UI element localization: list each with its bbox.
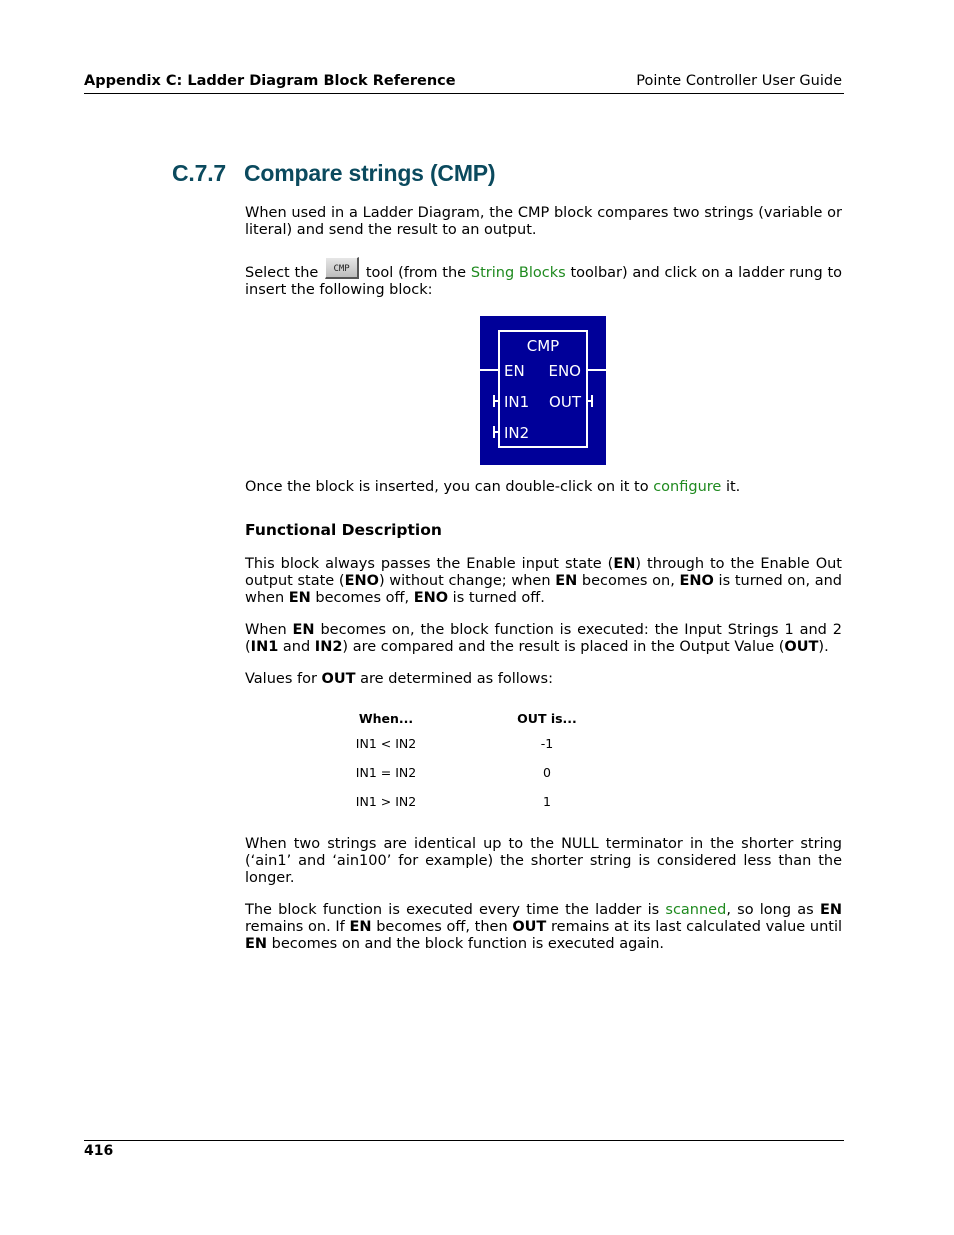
bold-term: EN xyxy=(555,573,578,589)
text: becomes off, xyxy=(310,590,414,606)
scan-paragraph xyxy=(245,902,842,953)
text: and xyxy=(278,639,315,655)
section-title-text: Compare strings (CMP) xyxy=(244,160,496,186)
text: are determined as follows: xyxy=(355,671,553,687)
block-out-label: OUT xyxy=(549,393,581,411)
cmp-tool-button[interactable] xyxy=(325,257,359,279)
text: is turned on, and when xyxy=(245,573,843,606)
bold-term: EN xyxy=(819,902,842,918)
bold-term: ENO xyxy=(344,573,379,589)
text: remains at its last calculated value until xyxy=(546,919,843,935)
select-mid: tool (from the xyxy=(365,265,467,281)
table-cell-condition: IN1 > IN2 xyxy=(355,794,417,809)
table-cell-value: 1 xyxy=(543,794,551,809)
table-header-row xyxy=(340,708,582,729)
table-spacer xyxy=(432,729,512,758)
table-cell-value: -1 xyxy=(540,736,554,751)
block-title: CMP xyxy=(526,337,560,355)
bold-term: ENO xyxy=(413,590,449,606)
table-row xyxy=(340,729,582,758)
text: is turned off. xyxy=(448,590,545,606)
table-spacer xyxy=(432,758,512,787)
text: ) through to the Enable Out output state ( xyxy=(245,556,842,589)
bold-term: EN xyxy=(613,556,636,572)
select-tool-paragraph xyxy=(245,257,842,299)
table-spacer xyxy=(432,708,512,729)
execution-paragraph xyxy=(245,622,842,656)
text: becomes off, then xyxy=(371,919,513,935)
configure-paragraph xyxy=(245,479,842,496)
values-for-paragraph xyxy=(245,671,842,688)
configure-post: it. xyxy=(725,479,741,495)
header-rule xyxy=(84,93,844,94)
table-cell-condition: IN1 = IN2 xyxy=(355,765,417,780)
text: When xyxy=(245,622,293,638)
section-title xyxy=(172,160,495,187)
table-spacer xyxy=(432,787,512,816)
block-eno-label: ENO xyxy=(548,362,581,380)
table-cell-condition: IN1 < IN2 xyxy=(355,736,417,751)
table-row xyxy=(340,787,582,816)
configure-link[interactable]: configure xyxy=(653,479,722,495)
text: becomes on and the block function is executed again. xyxy=(267,936,665,952)
text: remains on. If xyxy=(245,919,350,935)
bold-term: IN1 xyxy=(250,639,279,655)
block-in1-label: IN1 xyxy=(504,393,530,411)
section-number: C.7.7 xyxy=(172,160,226,186)
text: ). xyxy=(818,639,829,655)
bold-term: OUT xyxy=(512,919,547,935)
enable-description-paragraph xyxy=(245,556,842,607)
string-blocks-link[interactable]: String Blocks xyxy=(470,265,566,281)
functional-description-heading: Functional Description xyxy=(245,521,442,539)
out-values-table xyxy=(340,708,582,816)
select-pre: Select the xyxy=(245,265,319,281)
bold-term: EN xyxy=(292,622,315,638)
text: ) are compared and the result is placed in the Output Value ( xyxy=(342,639,785,655)
text: The block function is executed every time the ladder is xyxy=(245,902,666,918)
bold-term: EN xyxy=(245,936,268,952)
select-post: toolbar) and click on a ladder rung to insert the following block: xyxy=(245,265,843,298)
table-row xyxy=(340,758,582,787)
text: ) without change; when xyxy=(378,573,556,589)
table-cell-value: 0 xyxy=(543,765,551,780)
scanned-link[interactable]: scanned xyxy=(665,902,727,918)
block-en-label: EN xyxy=(504,362,525,380)
text: This block always passes the Enable input state ( xyxy=(245,556,614,572)
bold-term: OUT xyxy=(784,639,819,655)
header-guide-title: Pointe Controller User Guide xyxy=(636,73,842,89)
intro-paragraph: When used in a Ladder Diagram, the CMP block compares two strings (variable or literal) and send the result to an output. xyxy=(245,205,842,238)
configure-pre: Once the block is inserted, you can double-click on it to xyxy=(245,479,649,495)
bold-term: OUT xyxy=(321,671,356,687)
bold-term: IN2 xyxy=(314,639,343,655)
page-number: 416 xyxy=(84,1143,114,1159)
header-chapter: Appendix C: Ladder Diagram Block Reference xyxy=(84,73,456,89)
bold-term: EN xyxy=(288,590,311,606)
text: becomes on, the block function is executed: the Input Strings 1 and 2 ( xyxy=(245,622,842,655)
null-terminator-paragraph: When two strings are identical up to the NULL terminator in the shorter string (‘ain1’ and ‘ain100’ for example) the shorter string is considered less than the longer. xyxy=(245,836,842,886)
table-header-when: When... xyxy=(358,711,414,726)
footer-rule xyxy=(84,1140,844,1141)
table-header-out: OUT is... xyxy=(517,711,577,726)
text: becomes on, xyxy=(577,573,680,589)
block-in2-label: IN2 xyxy=(504,424,530,442)
cmp-block-figure xyxy=(480,316,606,465)
bold-term: ENO xyxy=(679,573,714,589)
text: Values for xyxy=(245,671,322,687)
cmp-tool-label: CMP xyxy=(333,264,350,274)
bold-term: EN xyxy=(349,919,372,935)
text: , so long as xyxy=(726,902,820,918)
